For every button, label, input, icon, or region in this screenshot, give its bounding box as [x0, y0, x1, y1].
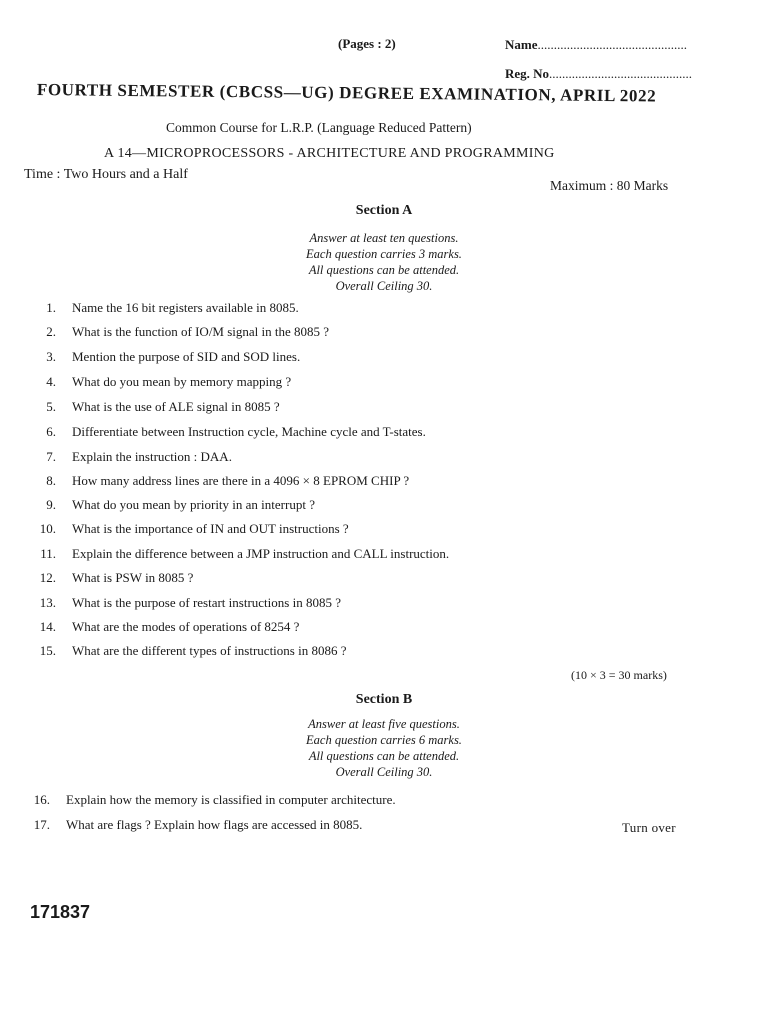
question-text: Explain the instruction : DAA.: [72, 449, 232, 464]
question-number: 3.: [46, 349, 56, 364]
section-a-heading: [0, 203, 768, 219]
section-a-instruction-3: All questions can be attended.: [308, 263, 460, 277]
section-a-instruction-4: Overall Ceiling 30.: [335, 279, 433, 293]
question-text: Explain how the memory is classified in computer architecture.: [66, 792, 396, 807]
reg-no-dots: ............................................: [549, 66, 693, 81]
question-11: [30, 546, 449, 562]
section-b-instruction-1: Answer at least five questions.: [308, 717, 460, 731]
question-text: What do you mean by priority in an interrupt ?: [72, 497, 315, 512]
question-number: 17.: [33, 817, 50, 832]
subject-title: A 14—MICROPROCESSORS - ARCHITECTURE AND PROGRAMMING: [104, 146, 555, 161]
exam-title: FOURTH SEMESTER (CBCSS—UG) DEGREE EXAMINATION, APRIL 2022: [36, 80, 657, 106]
section-b-instruction-3: All questions can be attended.: [308, 749, 460, 763]
reg-no-field: [505, 66, 692, 82]
question-15: [30, 643, 347, 659]
question-text: What are the modes of operations of 8254 ?: [72, 619, 300, 634]
section-a-instructions: [0, 230, 768, 294]
question-text: What is the function of IO/M signal in the 8085 ?: [72, 324, 330, 339]
question-17: [24, 817, 362, 833]
question-text: Differentiate between Instruction cycle, Machine cycle and T-states.: [72, 424, 426, 439]
question-number: 14.: [39, 619, 56, 634]
section-b-instruction-4: Overall Ceiling 30.: [335, 765, 433, 779]
question-number: 16.: [33, 792, 50, 807]
question-2: [30, 324, 329, 340]
question-number: 1.: [46, 300, 56, 315]
question-text: What is the use of ALE signal in 8085 ?: [72, 399, 280, 414]
question-text: What is the purpose of restart instructions in 8085 ?: [72, 595, 341, 610]
name-label: Name: [505, 37, 538, 52]
max-marks: Maximum : 80 Marks: [550, 178, 669, 193]
section-b-instruction-2: Each question carries 6 marks.: [306, 733, 462, 747]
question-number: 7.: [46, 449, 56, 464]
turn-over: Turn over: [622, 820, 676, 835]
section-a-instruction-1: Answer at least ten questions.: [309, 231, 459, 245]
question-number: 10.: [39, 521, 56, 536]
question-13: [30, 595, 341, 611]
section-a-heading-text: Section A: [355, 203, 413, 218]
question-text: What is the importance of IN and OUT instructions ?: [72, 521, 349, 536]
question-number: 13.: [39, 595, 56, 610]
question-text: What do you mean by memory mapping ?: [72, 374, 292, 389]
question-text: Explain the difference between a JMP instruction and CALL instruction.: [72, 546, 450, 561]
question-12: [30, 570, 193, 586]
question-number: 6.: [46, 424, 56, 439]
question-number: 12.: [39, 570, 56, 585]
reg-no-label: Reg. No: [505, 66, 550, 81]
question-text: What are flags ? Explain how flags are accessed in 8085.: [66, 817, 363, 832]
name-field: [505, 37, 687, 53]
section-b-heading-text: Section B: [355, 692, 413, 707]
section-a-instruction-2: Each question carries 3 marks.: [306, 247, 462, 261]
question-text: What are the different types of instructions in 8086 ?: [72, 643, 347, 658]
question-number: 4.: [46, 374, 56, 389]
question-number: 15.: [39, 643, 56, 658]
question-16: [24, 792, 396, 808]
paper-code: 171837: [30, 902, 91, 922]
section-a-marks: (10 × 3 = 30 marks): [571, 668, 667, 682]
question-4: [30, 374, 291, 390]
name-dots: ..............................................: [537, 37, 687, 52]
question-number: 11.: [40, 546, 56, 561]
section-b-instructions: [0, 716, 768, 780]
question-number: 2.: [46, 324, 56, 339]
question-7: [30, 449, 232, 465]
question-text: Name the 16 bit registers available in 8085.: [72, 300, 299, 315]
question-number: 8.: [46, 473, 56, 488]
pages-count: (Pages : 2): [338, 36, 396, 51]
question-6: [30, 424, 426, 440]
question-text: Mention the purpose of SID and SOD lines.: [72, 349, 301, 364]
course-name: Common Course for L.R.P. (Language Reduced Pattern): [166, 120, 472, 135]
question-5: [30, 399, 280, 415]
question-number: 9.: [46, 497, 56, 512]
question-3: [30, 349, 300, 365]
question-10: [30, 521, 349, 537]
question-9: [30, 497, 315, 513]
question-14: [30, 619, 299, 635]
question-number: 5.: [46, 399, 56, 414]
question-8: [30, 473, 409, 489]
section-b-heading: [0, 692, 768, 708]
question-text: What is PSW in 8085 ?: [72, 570, 194, 585]
question-1: [30, 300, 299, 316]
question-text: How many address lines are there in a 4096 × 8 EPROM CHIP ?: [72, 473, 410, 488]
exam-time: Time : Two Hours and a Half: [24, 167, 188, 182]
